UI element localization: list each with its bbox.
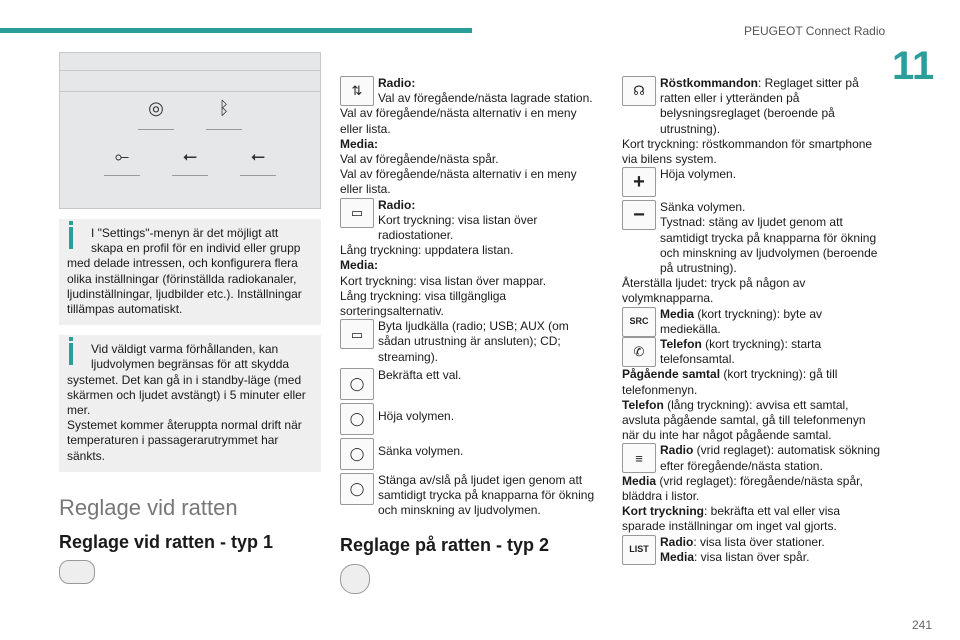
media-text: Val av föregående/nästa alternativ i en meny eller lista. xyxy=(340,167,577,197)
volume-up-button-icon: ◯ xyxy=(340,403,374,435)
voice-text: : Reglaget sitter på ratten eller i ytteränden på belysningsreglaget (beroende på utrustning). xyxy=(660,76,859,136)
header-accent-bar xyxy=(0,28,472,33)
media-label: Media xyxy=(660,306,695,321)
radio-text: (vrid reglaget): automatisk sökning efter föregående/nästa station. xyxy=(660,443,881,473)
radio-text: Kort tryckning: visa listan över radiostationer. xyxy=(378,212,538,243)
column-3 xyxy=(622,76,884,565)
info-box-settings xyxy=(59,219,321,325)
restore-text: Återställa ljudet: tryck på någon av volymknapparna. xyxy=(622,276,806,306)
list-media-text: : visa listan över spår. xyxy=(694,549,810,564)
ongoing-call-label: Pågående samtal xyxy=(622,367,721,382)
src-text: (kort tryckning): byte av mediekälla. xyxy=(660,306,823,336)
volume-down-text: Sänka volymen. xyxy=(660,200,746,215)
short-press-label: Kort tryckning xyxy=(622,504,705,519)
usb-icon: ⭠ xyxy=(250,146,266,166)
info-text: med delade intressen, och konfigurera flera olika inställningar (förinställda radiokanaler, ljudinställningar, ljudbilder etc.). Inställningar tillämpas automatiskt. xyxy=(67,256,302,317)
voice-label: Röstkommandon xyxy=(660,76,759,90)
media-label: Media: xyxy=(340,136,379,151)
voice-command-icon: ☊ xyxy=(622,76,656,106)
radio-label: Radio: xyxy=(378,197,416,212)
bluetooth-icon: ᛒ xyxy=(218,98,230,118)
media-label: Media: xyxy=(340,258,379,273)
list-radio-text: : visa lista över stationer. xyxy=(693,534,825,549)
settings-screenshot xyxy=(59,52,321,209)
media-label: Media xyxy=(660,549,695,564)
page-header-title: PEUGEOT Connect Radio xyxy=(744,24,886,38)
minus-icon: − xyxy=(622,200,656,230)
radio-label: Radio xyxy=(660,443,694,458)
info-text: I "Settings"-menyn är det möjligt att skapa en profil för en individ eller grupp xyxy=(91,226,301,256)
column-2 xyxy=(340,76,602,594)
volume-down-text: Sänka volymen. xyxy=(378,443,464,458)
thumbwheel-icon: ≡ xyxy=(622,443,656,473)
source-text: Byta ljudkälla (radio; USB; AUX (om sådan utrustning är ansluten); CD; streaming). xyxy=(378,319,569,364)
list-button-icon: ▭ xyxy=(340,198,374,228)
phone-icon: ✆ xyxy=(622,337,656,367)
info-text: Vid väldigt varma förhållanden, kan ljudvolymen begränsas för att skydda xyxy=(91,342,290,372)
radio-text: Lång tryckning: uppdatera listan. xyxy=(340,243,514,258)
media-text: Val av föregående/nästa spår. xyxy=(340,152,499,167)
info-box-temperature xyxy=(59,335,321,472)
media-text: Lång tryckning: visa tillgängliga sorteringsalternativ. xyxy=(340,288,507,319)
steering-control-icon xyxy=(59,560,95,584)
page-number: 241 xyxy=(912,618,933,632)
mute-buttons-icon: ◯ xyxy=(340,473,374,505)
media-label: Media xyxy=(622,473,657,488)
aux-cable-icon: ⟜ xyxy=(114,146,130,166)
media-text: Kort tryckning: visa listan över mappar. xyxy=(340,273,547,288)
volume-down-button-icon: ◯ xyxy=(340,438,374,470)
subsection-title: Reglage vid ratten - typ 1 xyxy=(59,532,274,553)
info-icon xyxy=(69,227,73,249)
volume-up-text: Höja volymen. xyxy=(660,167,737,182)
volume-up-text: Höja volymen. xyxy=(378,408,455,423)
steering-wheel-icon xyxy=(340,564,370,594)
phone-text: (kort tryckning): starta telefonsamtal. xyxy=(660,337,822,367)
source-button-icon: ▭ xyxy=(340,319,374,349)
subsection-title: Reglage på ratten - typ 2 xyxy=(340,535,550,556)
info-text: systemet. Det kan gå in i standby-läge (med skärmen och ljudet avstängt) i 5 minuter eller mer. xyxy=(67,372,306,418)
confirm-text: Bekräfta ett val. xyxy=(378,367,462,382)
src-icon: SRC xyxy=(622,307,656,337)
radio-label: Radio: xyxy=(378,76,416,90)
mute-text: Tystnad: stäng av ljudet genom att samtidigt trycka på knapparna för ökning och minskning av ljudvolymen (beroende på utrustning). xyxy=(660,215,878,276)
ongoing-call-text: (kort tryckning): gå till telefonmenyn. xyxy=(622,367,838,397)
seek-buttons-icon: ⇅ xyxy=(340,76,374,106)
confirm-button-icon: ◯ xyxy=(340,368,374,400)
column-1 xyxy=(59,52,321,584)
radio-text: Val av föregående/nästa alternativ i en meny eller lista. xyxy=(340,106,577,136)
chapter-number: 11 xyxy=(892,44,935,88)
radio-label: Radio xyxy=(660,534,694,549)
radio-text: Val av föregående/nästa lagrade station. xyxy=(378,91,593,106)
list-icon: LIST xyxy=(622,535,656,565)
media-text: (vrid reglaget): föregående/nästa spår, bläddra i listor. xyxy=(622,473,863,504)
short-press-text: : bekräfta ett val eller visa sparade inställningar om inget val gjorts. xyxy=(622,504,841,534)
phone-label: Telefon xyxy=(660,337,702,352)
usb-icon: ⭠ xyxy=(182,146,198,166)
phone-label: Telefon xyxy=(622,397,664,412)
info-text: Systemet kommer återuppta normal drift när temperaturen i passagerarutrymmet har sänkts. xyxy=(67,418,302,463)
mute-text: Stänga av/slå på ljudet igen genom att samtidigt trycka på knapparna för ökning och minskning av ljudvolymen. xyxy=(378,472,595,518)
plus-icon: + xyxy=(622,167,656,197)
target-icon: ◎ xyxy=(148,98,164,118)
info-icon xyxy=(69,343,73,365)
phone-long-text: (lång tryckning): avvisa ett samtal, avsluta pågående samtal, gå till telefonmenyn när du inte har något pågående samtal. xyxy=(622,397,866,443)
voice-text: Kort tryckning: röstkommandon för smartphone via bilens system. xyxy=(622,136,873,167)
section-title: Reglage vid ratten xyxy=(59,494,238,520)
